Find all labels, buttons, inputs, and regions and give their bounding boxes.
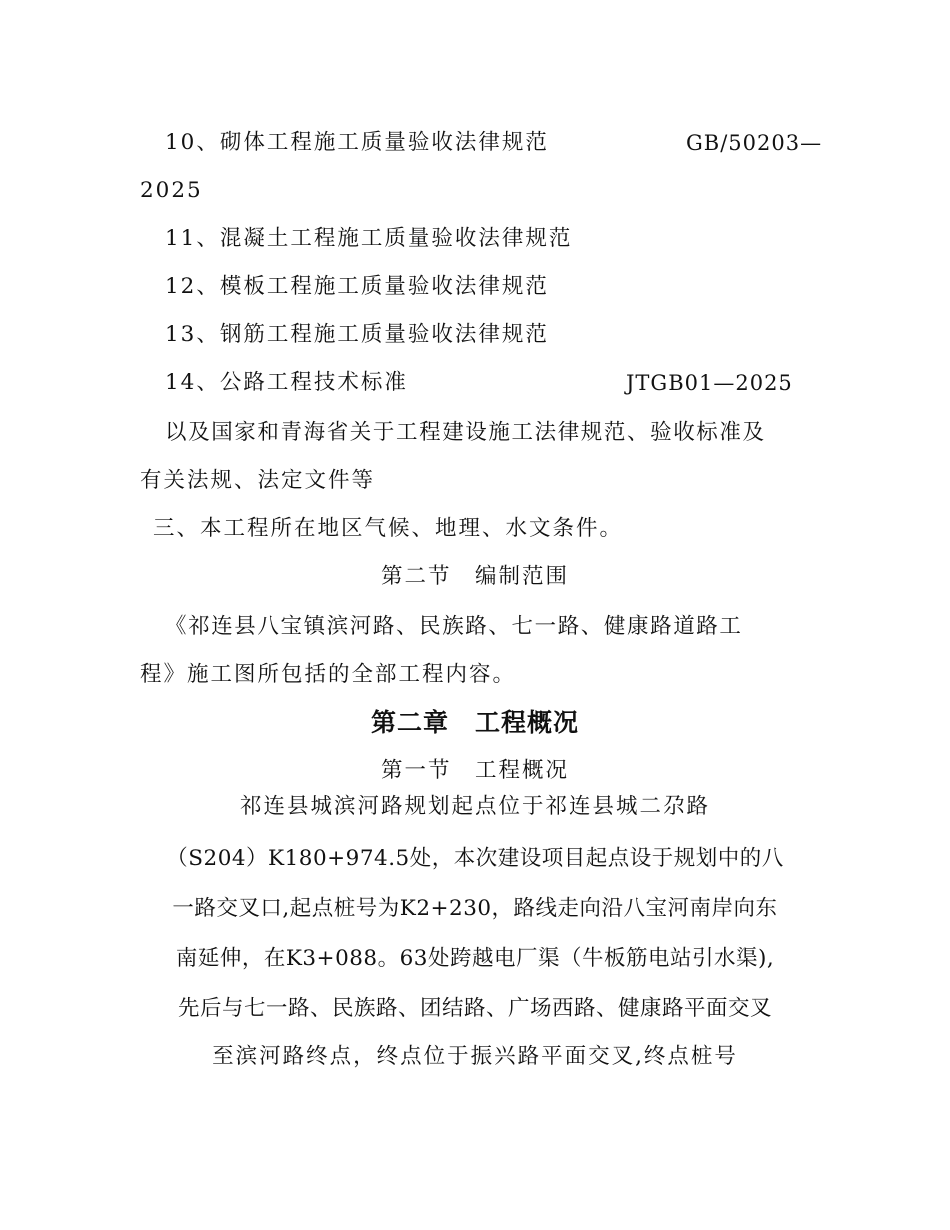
standard-item-10: 10、砌体工程施工质量验收法律规范	[165, 130, 549, 155]
standard-item-13: 13、钢筋工程施工质量验收法律规范	[165, 322, 549, 347]
scope-line-1: 《祁连县八宝镇滨河路、民族路、七一路、健康路道路工	[165, 614, 743, 639]
section-2-title: 第二节 编制范围	[380, 564, 569, 589]
standard-item-10-year: 2025	[140, 178, 203, 203]
standard-item-11: 11、混凝土工程施工质量验收法律规范	[165, 226, 573, 251]
national-standards-line-2: 有关法规、法定文件等	[140, 468, 376, 493]
chapter-2-title: 第二章 工程概况	[370, 708, 579, 737]
overview-line-5: 先后与七一路、民族路、团结路、广场西路、健康路平面交叉	[177, 996, 772, 1021]
standard-item-14: 14、公路工程技术标准	[165, 370, 408, 395]
national-standards-line-1: 以及国家和青海省关于工程建设施工法律规范、验收标准及	[165, 420, 766, 445]
chapter-2-section-1-title: 第一节 工程概况	[380, 758, 569, 783]
standard-item-10-code: GB/50203—	[686, 131, 823, 155]
scope-line-2: 程》施工图所包括的全部工程内容。	[140, 662, 517, 687]
overview-line-6: 至滨河路终点，终点位于振兴路平面交叉,终点桩号	[212, 1044, 738, 1069]
overview-line-3: 一路交叉口,起点桩号为K2+230，路线走向沿八宝河南岸向东	[172, 896, 778, 921]
section-three-heading: 三、本工程所在地区气候、地理、水文条件。	[153, 516, 624, 541]
overview-line-1: 祁连县城滨河路规划起点位于祁连县城二尕路	[239, 794, 710, 819]
standard-item-12: 12、模板工程施工质量验收法律规范	[165, 274, 549, 299]
standard-item-14-code: JTGB01—2025	[626, 371, 793, 395]
overview-line-2: （S204）K180+974.5处，本次建设项目起点设于规划中的八	[166, 846, 784, 871]
overview-line-4: 南延伸，在K3+088。63处跨越电厂渠（牛板筋电站引水渠),	[175, 946, 775, 971]
